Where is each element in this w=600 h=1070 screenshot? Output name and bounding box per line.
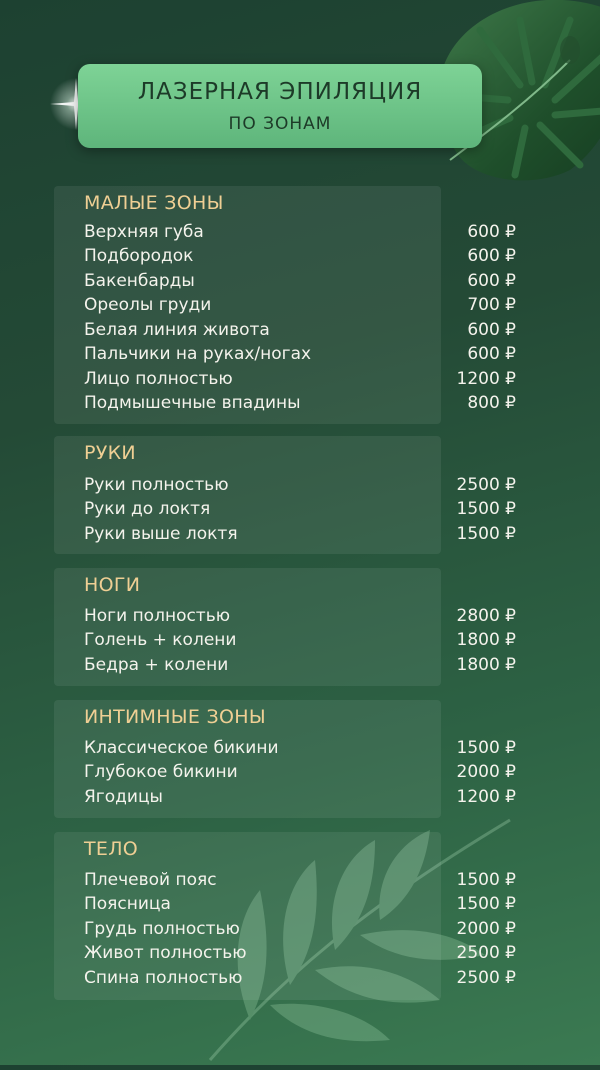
service-price: 800 ₽ [467,393,516,413]
service-name: Глубокое бикини [84,762,238,782]
price-row [84,606,516,630]
service-name: Живот полностью [84,943,247,963]
service-name: Бакенбарды [84,271,195,291]
service-price: 2500 ₽ [456,968,516,988]
price-row [84,738,516,762]
service-price: 1800 ₽ [456,630,516,650]
service-price: 1800 ₽ [456,655,516,675]
section-heading: ТЕЛО [84,838,139,860]
section-intimate-zones [54,700,516,818]
service-name: Бедра + колени [84,655,229,675]
price-row [84,369,516,393]
price-row [84,320,516,344]
service-name: Подмышечные впадины [84,393,301,413]
service-price: 1200 ₽ [456,787,516,807]
price-row [84,222,516,246]
section-heading: НОГИ [84,574,141,596]
service-price: 2500 ₽ [456,943,516,963]
section-arms [54,436,516,554]
service-name: Руки выше локтя [84,524,238,544]
price-row [84,894,516,918]
price-row [84,271,516,295]
title-card [78,64,482,148]
service-price: 1500 ₽ [456,870,516,890]
price-row [84,943,516,967]
service-price: 1200 ₽ [456,369,516,389]
service-name: Поясница [84,894,171,914]
service-name: Белая линия живота [84,320,270,340]
service-name: Грудь полностью [84,919,240,939]
service-name: Подбородок [84,246,194,266]
service-name: Руки полностью [84,475,229,495]
service-name: Ягодицы [84,787,163,807]
price-row [84,344,516,368]
service-name: Пальчики на руках/ногах [84,344,312,364]
service-price: 2500 ₽ [456,475,516,495]
price-row [84,968,516,992]
price-row [84,499,516,523]
price-row [84,630,516,654]
service-price: 600 ₽ [467,320,516,340]
service-price: 2800 ₽ [456,606,516,626]
service-name: Ноги полностью [84,606,231,626]
page-title: ЛАЗЕРНАЯ ЭПИЛЯЦИЯ [137,79,423,105]
service-price: 2000 ₽ [456,762,516,782]
service-name: Руки до локтя [84,499,211,519]
service-price: 2000 ₽ [456,919,516,939]
section-body [54,832,516,1000]
section-legs [54,568,516,686]
price-row [84,246,516,270]
price-row [84,475,516,499]
price-row [84,787,516,811]
service-price: 1500 ₽ [456,499,516,519]
price-row [84,870,516,894]
price-row [84,655,516,679]
price-row [84,393,516,417]
section-small-zones [54,186,516,424]
section-heading: МАЛЫЕ ЗОНЫ [84,192,224,214]
service-price: 1500 ₽ [456,894,516,914]
page-subtitle: ПО ЗОНАМ [228,114,332,134]
service-price: 1500 ₽ [456,738,516,758]
service-price: 600 ₽ [467,271,516,291]
service-price: 1500 ₽ [456,524,516,544]
service-name: Плечевой пояс [84,870,217,890]
service-name: Спина полностью [84,968,243,988]
service-name: Голень + колени [84,630,237,650]
price-row [84,762,516,786]
service-name: Ореолы груди [84,295,212,315]
section-heading: РУКИ [84,442,136,464]
service-price: 600 ₽ [467,344,516,364]
price-row [84,919,516,943]
service-price: 600 ₽ [467,246,516,266]
price-row [84,524,516,548]
service-name: Верхняя губа [84,222,204,242]
price-row [84,295,516,319]
section-heading: ИНТИМНЫЕ ЗОНЫ [84,706,266,728]
service-price: 600 ₽ [467,222,516,242]
service-name: Лицо полностью [84,369,233,389]
service-price: 700 ₽ [467,295,516,315]
service-name: Классическое бикини [84,738,279,758]
